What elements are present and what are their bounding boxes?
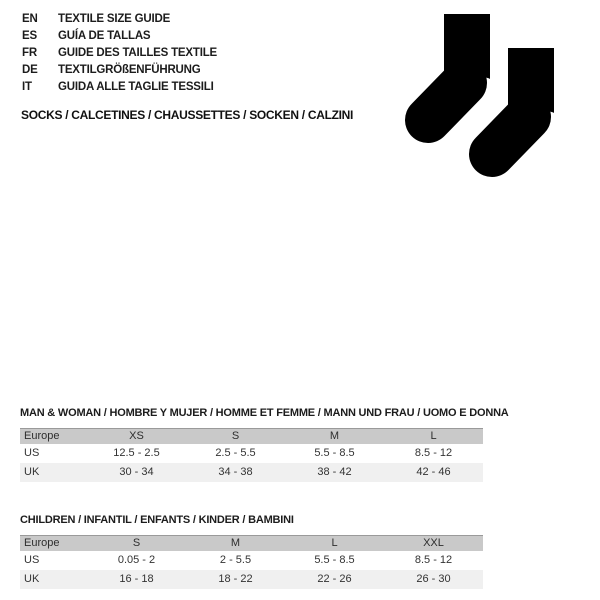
table-title-children: CHILDREN / INFANTIL / ENFANTS / KINDER / BAMBINI (20, 514, 294, 526)
size-cell: 5.5 - 8.5 (314, 554, 355, 566)
row-label: UK (24, 466, 40, 478)
table-title-adults: MAN & WOMAN / HOMBRE Y MUJER / HOMME ET FEMME / MANN UND FRAU / UOMO E DONNA (20, 407, 509, 419)
language-list (22, 11, 217, 96)
size-cell: 34 - 38 (218, 466, 253, 478)
size-cell: 12.5 - 2.5 (113, 447, 160, 459)
language-code: IT (22, 81, 32, 93)
size-table-group-children (20, 514, 483, 589)
size-cell: 2 - 5.5 (219, 554, 252, 566)
size-cell: 26 - 30 (416, 573, 451, 585)
column-header: XXL (423, 537, 444, 549)
size-cell: 30 - 34 (119, 466, 154, 478)
language-row-de (22, 62, 217, 79)
language-code: ES (22, 30, 37, 42)
language-label: GUIDA ALLE TAGLIE TESSILI (58, 81, 214, 93)
table-row-us (20, 444, 483, 463)
size-cell: 42 - 46 (416, 466, 451, 478)
table-header-row (20, 428, 483, 444)
row-label: US (24, 447, 40, 459)
table-row-us (20, 551, 483, 570)
socks-icon (398, 8, 566, 180)
size-cell: 8.5 - 12 (414, 447, 453, 459)
column-header: Europe (24, 537, 60, 549)
size-cell: 2.5 - 5.5 (215, 447, 256, 459)
column-header: S (132, 537, 141, 549)
size-cell: 38 - 42 (317, 466, 352, 478)
column-header: XS (129, 430, 144, 442)
column-header: L (430, 430, 437, 442)
size-cell: 18 - 22 (218, 573, 253, 585)
language-label: TEXTILGRÖßENFÜHRUNG (58, 64, 201, 76)
sock-shape-right (492, 48, 564, 154)
language-label: GUÍA DE TALLAS (58, 30, 151, 42)
table-row-uk (20, 570, 483, 589)
row-label: US (24, 554, 40, 566)
language-row-fr (22, 45, 217, 62)
size-table-children (20, 535, 483, 589)
size-tables (20, 407, 509, 589)
language-code: EN (22, 13, 38, 25)
size-cell: 8.5 - 12 (414, 554, 453, 566)
category-title: SOCKS / CALCETINES / CHAUSSETTES / SOCKEN / CALZINI (21, 108, 354, 122)
size-table-group-adults (20, 407, 509, 482)
language-label: TEXTILE SIZE GUIDE (58, 13, 171, 25)
language-row-es (22, 28, 217, 45)
table-header-row (20, 535, 483, 551)
language-code: DE (22, 64, 38, 76)
size-cell: 5.5 - 8.5 (314, 447, 355, 459)
table-row-uk (20, 463, 483, 482)
sock-shape-left (428, 14, 500, 120)
column-header: S (231, 430, 240, 442)
size-cell: 16 - 18 (119, 573, 154, 585)
language-row-it (22, 79, 217, 96)
column-header: L (331, 537, 338, 549)
size-table-adults (20, 428, 483, 482)
language-code: FR (22, 47, 37, 59)
language-row-en (22, 11, 217, 28)
size-cell: 0.05 - 2 (117, 554, 156, 566)
column-header: M (329, 430, 340, 442)
row-label: UK (24, 573, 40, 585)
language-label: GUIDE DES TAILLES TEXTILE (58, 47, 217, 59)
size-cell: 22 - 26 (317, 573, 352, 585)
column-header: Europe (24, 430, 60, 442)
column-header: M (230, 537, 241, 549)
